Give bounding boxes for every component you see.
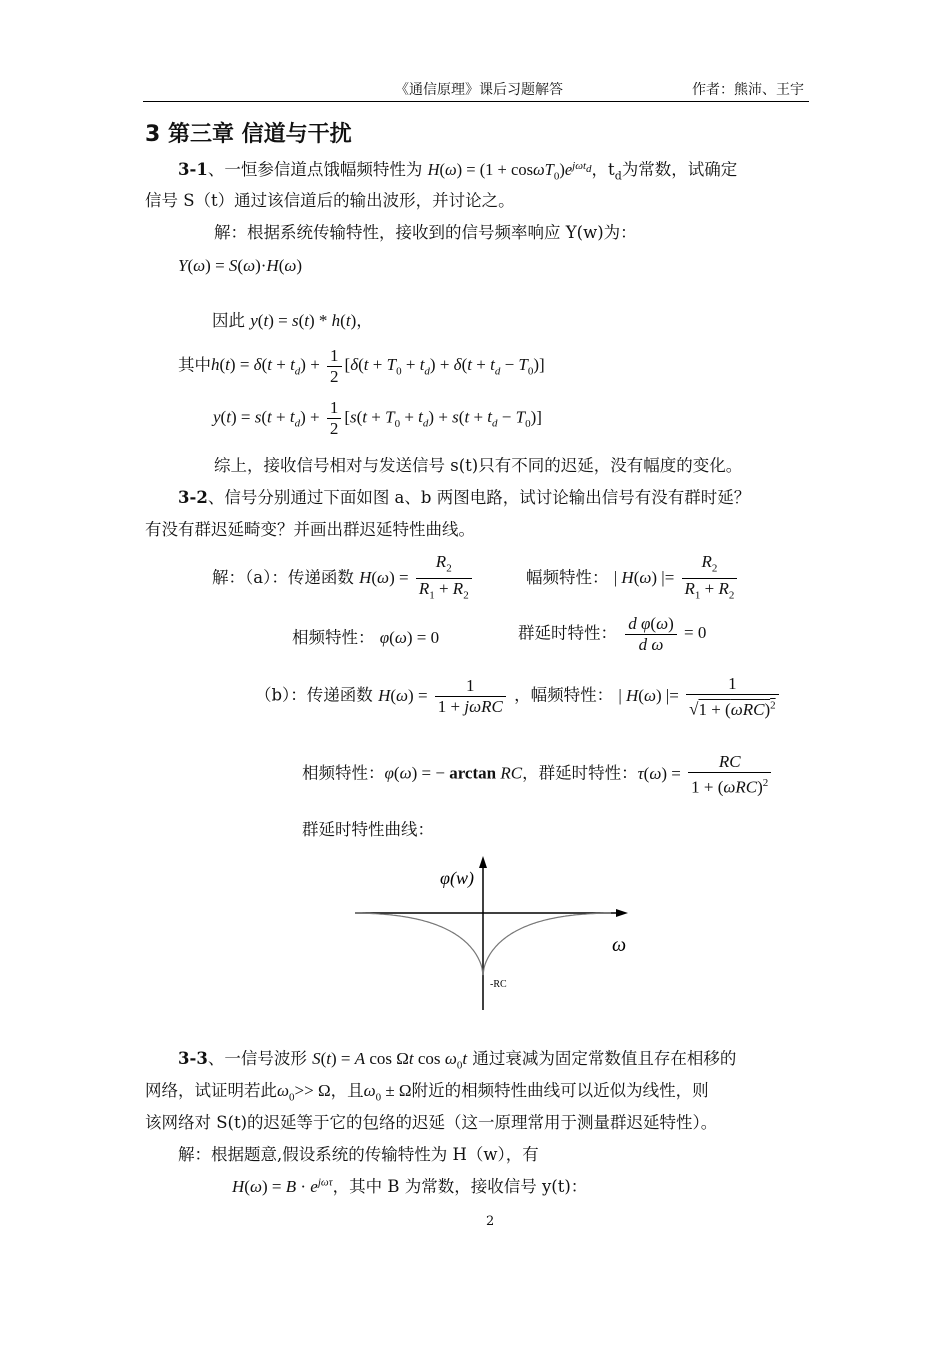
formula-part: $t_d$ — [419, 355, 430, 378]
formula-part: S — [312, 1049, 321, 1068]
formula-part: h — [331, 311, 341, 330]
problem-3-1-line1 — [178, 156, 737, 182]
formula-part: ω — [651, 635, 664, 654]
eq-h-t-line — [178, 346, 545, 387]
formula-part: ω — [643, 685, 656, 705]
formula-part: H — [625, 685, 639, 705]
phase-label: 相频特性： — [292, 628, 375, 647]
formula-part: ) — [559, 160, 565, 179]
formula-part: ω — [377, 567, 390, 587]
formula-part: s — [291, 311, 299, 330]
formula-part: t — [467, 355, 472, 375]
formula-part: ω — [656, 614, 669, 633]
sol-b-prefix: （b）：传递函数 — [255, 685, 373, 705]
formula-part: Y — [178, 256, 188, 275]
formula-part: τ — [637, 763, 644, 783]
eq-a-phase: φ(ω) = 0 — [379, 628, 440, 647]
formula-part: ω — [399, 763, 412, 783]
eq-b-group-delay: τ(ω) = $\frac{RC}{1 + (\omega RC)^2}$ — [638, 764, 775, 783]
formula-part: s — [254, 407, 262, 427]
line2c: 附近的相频特性曲线可以近似为线性，则 — [411, 1081, 709, 1100]
formula-part: t — [362, 407, 368, 427]
x-axis-label: ω — [612, 934, 627, 956]
problem-3-3-line3: 该网络对 S(t)的迟延等于它的包络的迟延（这一原理常用于测量群迟延特性）。 — [145, 1113, 718, 1132]
formula-part: ω — [243, 256, 256, 275]
formula-part: d — [628, 614, 637, 633]
min-label: -RC — [490, 979, 507, 990]
phase-label: 相频特性： — [302, 763, 385, 783]
formula-part: $t_d$ — [490, 355, 501, 378]
formula-part: H — [378, 685, 391, 705]
formula-H-omega: H — [427, 160, 440, 179]
line2b: ，且 — [330, 1081, 364, 1100]
problem-3-1-summary: 综上，接收信号相对与发送信号 s(t)只有不同的迟延，没有幅度的变化。 — [214, 456, 743, 475]
formula-part: R — [452, 579, 464, 599]
header-rule — [143, 101, 809, 102]
formula-part: R — [418, 579, 430, 599]
formula-part: t — [304, 311, 309, 330]
line2a: 网络，试证明若此 — [145, 1081, 277, 1100]
formula-part: y — [250, 311, 258, 330]
problem-3-3-eq-line — [232, 1173, 587, 1197]
formula-part: H — [621, 567, 634, 587]
formula-part: s — [452, 407, 459, 427]
eq-y-t-line — [212, 307, 373, 331]
formula-part: ) = (1 + cos — [456, 160, 533, 179]
mag-label: 幅频特性： — [526, 567, 609, 587]
problem-3-3-line1 — [178, 1045, 736, 1071]
sol-a-phase — [292, 624, 439, 648]
formula-part: T — [386, 355, 397, 375]
formula-part: R — [435, 552, 447, 571]
eq-omega0-gg: $\omega_0>> \Omega$ — [277, 1081, 331, 1104]
gd-label: ，群延时特性： — [522, 763, 638, 783]
formula-part: T — [385, 407, 395, 427]
formula-part: y — [213, 407, 221, 427]
frac: $\frac{R_2}{R_1 + R_2}$ — [682, 552, 738, 606]
formula-part: ( — [439, 160, 445, 179]
formula-part: t — [326, 1049, 331, 1068]
frac: $\frac{1}{√1 + (\omega RC)^2}$ — [686, 674, 779, 720]
formula-part: ω — [444, 160, 457, 179]
eq-omega0-pm: $\omega_0 \pm \Omega$ — [363, 1081, 412, 1104]
problem-3-3-label: 3-3 — [178, 1049, 208, 1068]
problem-3-2-line1 — [178, 484, 750, 508]
page-number: 2 — [486, 1214, 495, 1229]
therefore-text: 因此 — [212, 311, 245, 330]
curve-caption: 群延时特性曲线： — [302, 820, 434, 839]
y-axis-label: φ(w) — [440, 868, 474, 888]
formula-part: t — [263, 311, 269, 330]
formula-part: H — [266, 256, 279, 275]
header-title: 《通信原理》课后习题解答 — [395, 82, 563, 98]
formula-part: jωRC — [464, 697, 503, 717]
formula-part: S — [228, 256, 238, 275]
formula-part: ω — [193, 256, 206, 275]
sol-a-line — [212, 552, 475, 606]
frac: $\frac{R_2}{R_1 + R_2}$ — [416, 552, 472, 606]
frac: $\frac{\text{d φ(ω)}}{\text{d ω}}$ — [625, 614, 677, 655]
formula-part: RC — [718, 752, 741, 771]
problem-3-2-line2: 有没有群迟延畸变？并画出群迟延特性曲线。 — [145, 520, 475, 539]
sep: 、 — [207, 1049, 225, 1068]
header-authors: 作者：熊沛、王宇 — [692, 82, 804, 98]
eq-a-group-delay: $\frac{\text{d φ(ω)}}{\text{d ω}}$ = 0 — [622, 623, 706, 642]
eq-b-transfer: H(ω) = $\frac{1}{\text{1 + jωRC}}$ — [378, 686, 509, 705]
formula-part: φ — [379, 628, 390, 647]
problem-3-1-text2: 为常数，试确定 — [621, 160, 738, 179]
formula-part: 0 — [553, 170, 560, 183]
formula-part: t — [462, 1049, 468, 1068]
eq-Y-omega: Y(ω) = S(ω)·H(ω) — [178, 256, 303, 275]
eq-y-t-expanded: $y(t) = s(t + t_d)$ + $\frac{1}{2}$ $[s(t + T_0 + t_d) + s(t + t_d - T_0)]$ — [213, 398, 542, 438]
frac-half: $\frac{1}{2}$ — [327, 398, 342, 439]
formula-part: φ — [641, 614, 651, 633]
sep: 、 — [207, 160, 225, 179]
formula-part: $t_d$ — [487, 407, 498, 430]
formula-part: ωRC — [723, 777, 758, 797]
formula-part: t — [226, 407, 231, 427]
problem-3-3-solution: 解：根据题意,假设系统的传输特性为 H（w），有 — [178, 1145, 539, 1164]
formula-part: e — [564, 160, 573, 179]
formula-part: ωT — [533, 160, 554, 179]
formula-part: t — [464, 407, 470, 427]
formula-part: h — [211, 355, 220, 375]
formula-part: s — [349, 407, 357, 427]
formula-part: T — [518, 355, 528, 375]
formula-part: φ — [384, 763, 394, 783]
problem-3-1-line2: 信号 S（t）通过该信道后的输出波形，并讨论之。 — [145, 191, 515, 210]
frac: $\frac{RC}{1 + (\omega RC)^2}$ — [688, 752, 771, 798]
formula-part: ω — [649, 763, 662, 783]
formula-part: H — [359, 567, 372, 587]
formula-part: jωτ — [317, 1176, 333, 1189]
formula-part: jωtd — [572, 159, 592, 175]
problem-3-1-td: ，t — [591, 160, 615, 179]
formula-part: ω — [394, 628, 407, 647]
formula-part: $t_d$ — [418, 407, 429, 430]
formula-part: t — [267, 355, 272, 375]
problem-3-2-text1: 信号分别通过下面如图 a、b 两图电路，试讨论输出信号有没有群时延？ — [224, 488, 751, 507]
eq-a-magnitude: | H(ω) |= $\frac{R_2}{R_1 + R_2}$ — [614, 568, 741, 587]
frac-half: $\frac{1}{2}$ — [327, 346, 342, 387]
formula-part: RC — [500, 763, 523, 783]
frac: $\frac{1}{\text{1 + jωRC}}$ — [435, 676, 506, 717]
problem-3-3-text1: 一信号波形 — [224, 1049, 307, 1068]
formula-part: ω — [444, 1049, 457, 1068]
formula-part: δ — [453, 355, 462, 375]
formula-part: t — [225, 355, 230, 375]
sol-a-mag — [526, 552, 740, 606]
sol-b-line — [255, 674, 782, 720]
formula-part: d — [638, 635, 648, 654]
y-axis-arrow — [479, 856, 487, 868]
problem-3-1-text: 一恒参信道点饿幅频特性为 — [224, 160, 423, 179]
where-text: 其中 — [178, 355, 211, 375]
formula-part: ω — [363, 1081, 376, 1100]
formula-part: ω — [284, 256, 297, 275]
formula-part: R — [718, 579, 729, 599]
eq-H-B: $H(\omega) = B \cdot e^{j\omega\tau}$ — [232, 1176, 333, 1196]
formula-part: ω — [396, 685, 409, 705]
problem-3-3-line2 — [145, 1077, 709, 1103]
formula-part: R — [684, 579, 695, 599]
problem-3-1-td-sub: d — [614, 169, 622, 183]
formula-part: ω — [639, 567, 652, 587]
eq-b-phase: φ(ω) = − arctan RC — [384, 763, 523, 783]
formula-part: H — [232, 1177, 245, 1196]
formula-part: ωRC — [730, 699, 765, 719]
problem-3-1-solution: 解：根据系统传输特性，接收到的信号频率响应 Y(w)为： — [214, 223, 637, 242]
eq-b-magnitude: | H(ω) |= $\frac{1}{√1 + (\omega RC)^2}$ — [618, 686, 781, 705]
formula-part: R — [701, 552, 712, 571]
formula-part: ω — [249, 1177, 262, 1196]
formula-part: $t_d$ — [290, 355, 301, 378]
eq-h-t: $h(t) = \delta(t + t_d)$ + $\frac{1}{2}$ $[\delta(t + T_0 + t_d) + \delta(t + t_d - T_0)]$ — [211, 346, 545, 386]
formula-part: δ — [253, 355, 262, 375]
problem-3-2-label: 3-2 — [178, 488, 208, 507]
formula-part: t — [408, 1049, 414, 1068]
eq-a-transfer: H(ω) = $\frac{R_2}{R_1 + R_2}$ — [359, 568, 475, 587]
eq-tail: ，其中 B 为常数，接收信号 y(t)： — [332, 1177, 588, 1196]
formula-part: B — [285, 1177, 297, 1196]
formula-part: δ — [350, 355, 359, 375]
gd-label: 群延时特性： — [518, 623, 617, 643]
eq-signal-S: S(t) = A cos Ωt $\cos \omega_0t$ — [312, 1049, 468, 1072]
formula-part: e — [310, 1177, 318, 1196]
problem-3-3-text2: 通过衰减为固定常数值且存在相移的 — [472, 1049, 737, 1068]
sol-a-gd — [518, 614, 706, 655]
x-axis-arrow — [616, 909, 628, 917]
mag-label: ，幅频特性： — [514, 685, 614, 705]
formula-part: $t_d$ — [289, 407, 301, 430]
sol-a-prefix: 解：（a）：传递函数 — [212, 567, 354, 587]
formula-part: t — [345, 311, 351, 330]
formula-part: T — [515, 407, 526, 427]
comma: ， — [356, 311, 373, 330]
chapter-title: 3 第三章 信道与干扰 — [145, 122, 352, 147]
problem-3-1-label: 3-1 — [178, 160, 208, 179]
sep: 、 — [207, 488, 225, 507]
eq-y-t: y(t) = s(t) * h(t) — [250, 311, 357, 330]
sol-b-phase-line — [302, 752, 774, 798]
group-delay-figure — [340, 850, 640, 1020]
formula-part: A — [354, 1049, 366, 1068]
formula-part: ω — [277, 1081, 290, 1100]
formula-part: t — [267, 407, 272, 427]
formula-part: t — [363, 355, 369, 375]
